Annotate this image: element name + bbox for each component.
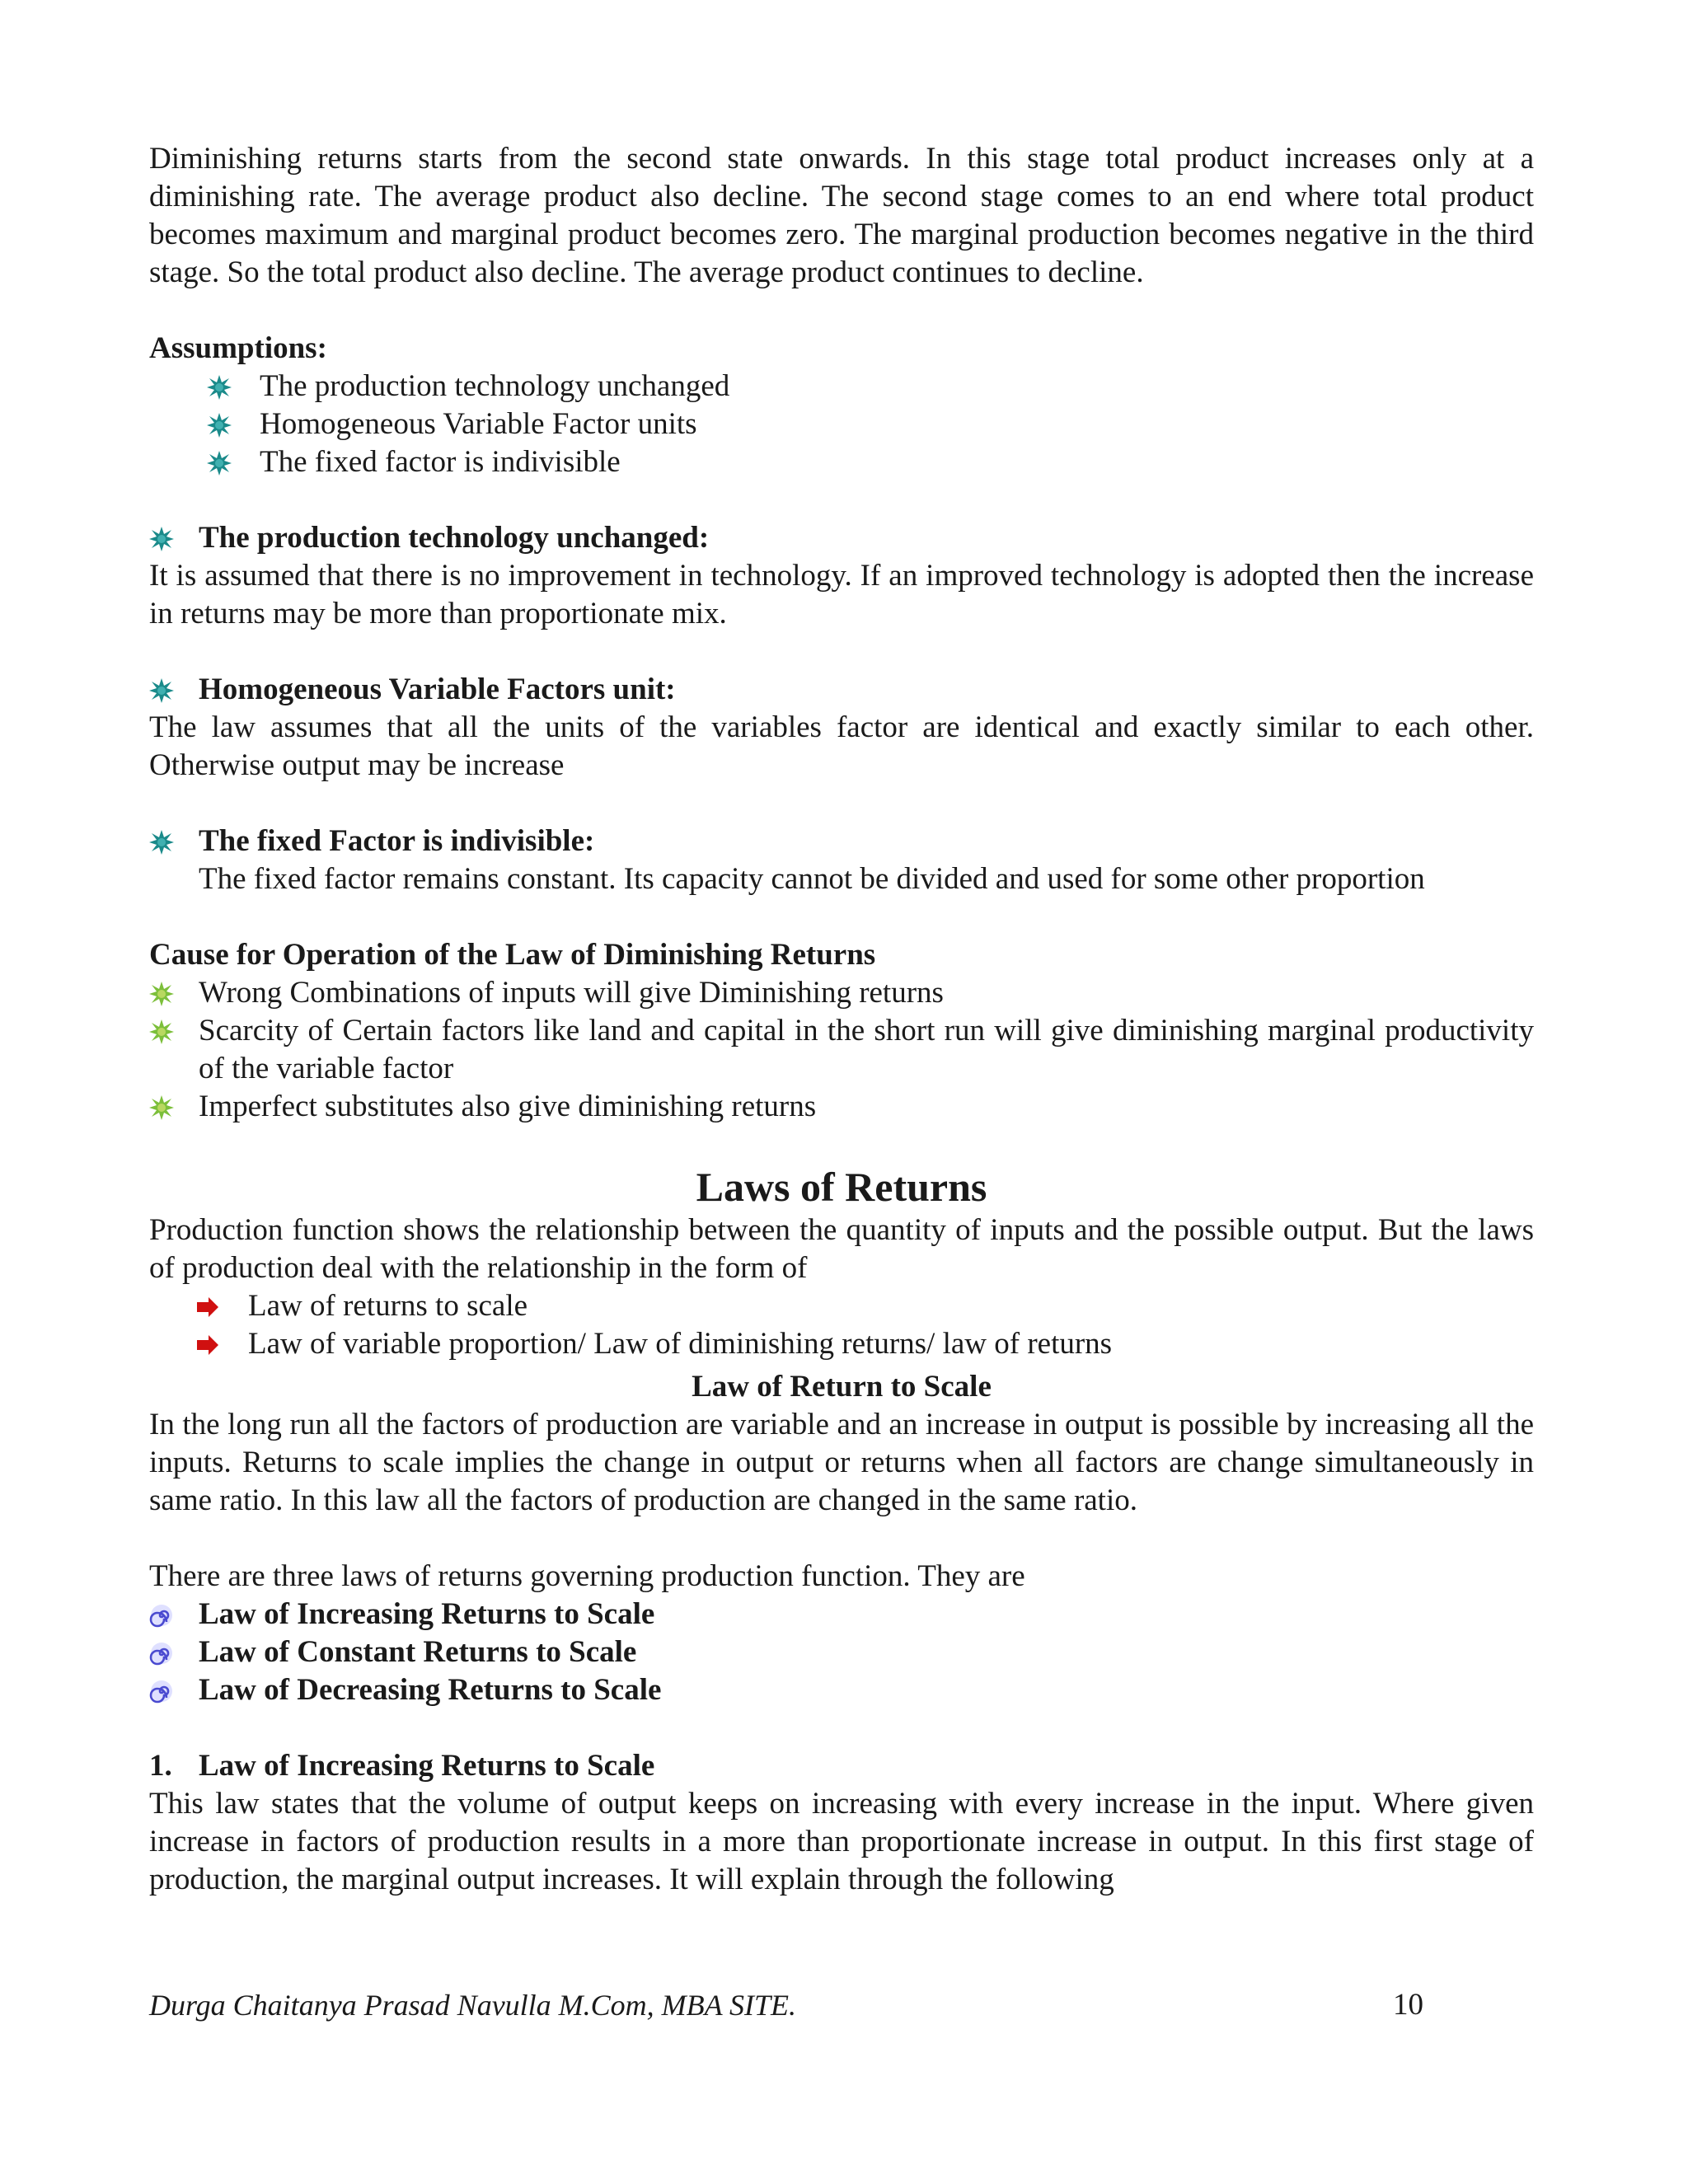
teal-burst-bullet-icon <box>207 375 232 400</box>
red-arrow-bullet-icon <box>195 1295 220 1319</box>
scale-paragraph: In the long run all the factors of production are variable and an increase in output is possible by increasing all the inputs. Returns to scale implies the change in output or returns when all factors are change simultaneously in same ratio. In this law all the factors of production are changed in the same ratio. <box>149 1408 1534 1517</box>
laws-of-returns-title: Laws of Returns <box>696 1164 987 1210</box>
increasing-heading-text: Law of Increasing Returns to Scale <box>199 1749 655 1783</box>
green-burst-bullet-icon <box>149 982 174 1006</box>
three-law-text: Law of Decreasing Returns to Scale <box>199 1673 662 1707</box>
detail-heading-text: Homogeneous Variable Factors unit: <box>199 673 676 706</box>
green-burst-bullet-icon <box>149 1019 174 1044</box>
list-item <box>149 368 1534 405</box>
red-arrow-bullet-icon <box>195 1333 220 1357</box>
list-item <box>149 443 1534 481</box>
detail-paragraph: It is assumed that there is no improvement in technology. If an improved technology is adopted then the increase in returns may be more than proportionate mix. <box>149 559 1534 630</box>
cause-text: Scarcity of Certain factors like land and capital in the short run will give diminishing marginal productivity of the variable factor <box>199 1014 1534 1085</box>
cause-text: Wrong Combinations of inputs will give Diminishing returns <box>199 976 944 1010</box>
laws-paragraph: Production function shows the relationship between the quantity of inputs and the possible output. But the laws of production deal with the relationship in the form of <box>149 1213 1534 1285</box>
cause-list <box>149 974 1534 1126</box>
cause-text: Imperfect substitutes also give diminishing returns <box>199 1090 817 1123</box>
spiral-bullet-icon <box>149 1641 174 1666</box>
list-item <box>149 1012 1534 1088</box>
detail-heading <box>149 823 1534 860</box>
section-number: 1. <box>149 1749 172 1783</box>
list-item <box>149 1671 1534 1709</box>
page-number: 10 <box>1393 1988 1423 2022</box>
list-item <box>149 1325 1534 1363</box>
list-item <box>149 1596 1534 1633</box>
assumptions-heading: Assumptions: <box>149 331 327 365</box>
spiral-bullet-icon <box>149 1603 174 1628</box>
assumptions-list <box>149 368 1534 481</box>
law-item-text: Law of returns to scale <box>248 1289 528 1323</box>
detail-paragraph: The law assumes that all the units of the variables factor are identical and exactly similar to each other. Otherwise output may be increase <box>149 710 1534 782</box>
cause-heading: Cause for Operation of the Law of Diminishing Returns <box>149 938 876 972</box>
page-content <box>149 140 1534 1899</box>
laws-list <box>149 1287 1534 1363</box>
detail-paragraph: The fixed factor remains constant. Its capacity cannot be divided and used for some other proportion <box>199 862 1425 896</box>
increasing-paragraph: This law states that the volume of output keeps on increasing with every increase in the input. Where given increase in factors of production results in a more than proportionate increase in output. In this first stage of production, the marginal output increases. It will explain through the following <box>149 1787 1534 1896</box>
list-item <box>149 974 1534 1012</box>
spiral-bullet-icon <box>149 1679 174 1704</box>
teal-burst-bullet-icon <box>149 830 174 855</box>
detail-heading-text: The production technology unchanged: <box>199 521 710 555</box>
assumption-text: The fixed factor is indivisible <box>260 445 621 479</box>
assumption-text: Homogeneous Variable Factor units <box>260 407 697 441</box>
list-item <box>149 1633 1534 1671</box>
three-law-text: Law of Constant Returns to Scale <box>199 1635 637 1669</box>
detail-heading-text: The fixed Factor is indivisible: <box>199 824 595 858</box>
three-law-text: Law of Increasing Returns to Scale <box>199 1597 655 1631</box>
assumption-text: The production technology unchanged <box>260 369 730 403</box>
teal-burst-bullet-icon <box>149 527 174 551</box>
footer-author: Durga Chaitanya Prasad Navulla M.Com, MBA SITE. <box>149 1989 796 2022</box>
green-burst-bullet-icon <box>149 1095 174 1120</box>
list-item <box>149 405 1534 443</box>
intro-paragraph: Diminishing returns starts from the second state onwards. In this stage total product increases only at a diminishing rate. The average product also decline. The second stage comes to an end where total product becomes maximum and marginal product becomes zero. The marginal production becomes negative in the third stage. So the total product also decline. The average product continues to decline. <box>149 142 1534 289</box>
list-item <box>149 1088 1534 1126</box>
teal-burst-bullet-icon <box>207 451 232 476</box>
three-laws-list <box>149 1596 1534 1709</box>
teal-burst-bullet-icon <box>149 678 174 703</box>
detail-heading <box>149 671 1534 709</box>
list-item <box>149 1287 1534 1325</box>
teal-burst-bullet-icon <box>207 413 232 438</box>
law-item-text: Law of variable proportion/ Law of diminishing returns/ law of returns <box>248 1327 1113 1361</box>
increasing-returns-heading <box>149 1747 1534 1785</box>
detail-heading <box>149 519 1534 557</box>
three-laws-intro: There are three laws of returns governing production function. They are <box>149 1559 1025 1593</box>
return-to-scale-title: Law of Return to Scale <box>692 1370 992 1404</box>
